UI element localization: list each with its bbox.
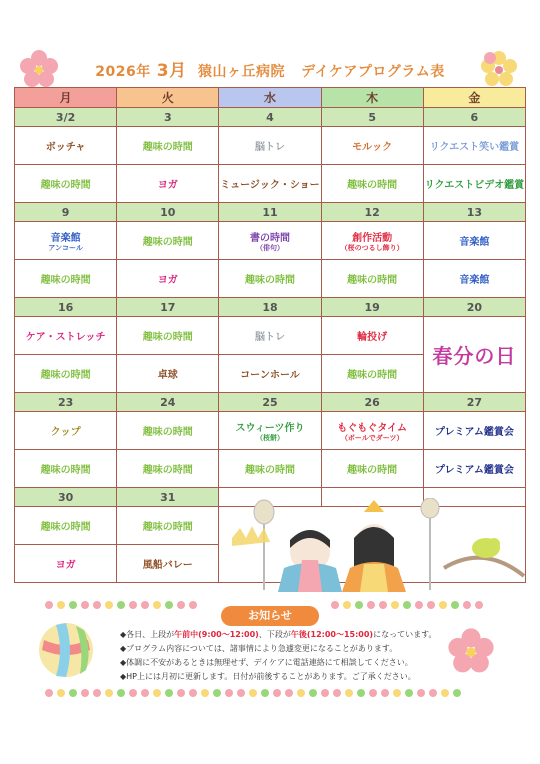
title-hospital: 猿山ヶ丘病院 — [197, 64, 285, 80]
date-row — [15, 298, 526, 317]
program-cell — [321, 450, 423, 488]
date-row — [15, 393, 526, 412]
date-cell: 3 — [117, 108, 219, 127]
program-note: （桜餅） — [255, 433, 284, 442]
program-name: スウィーツ作り — [235, 422, 305, 434]
program-note: （俳句） — [255, 243, 284, 252]
program-cell — [321, 412, 423, 450]
program-cell — [321, 317, 423, 355]
date-cell: 19 — [321, 298, 423, 317]
program-cell — [219, 355, 321, 393]
program-cell — [117, 222, 219, 260]
program-cell — [321, 165, 423, 203]
program-name: 輪投げ — [357, 332, 388, 343]
program-cell — [423, 412, 525, 450]
date-cell: 6 — [423, 108, 525, 127]
title-year: 2026年 — [95, 64, 151, 80]
date-row — [15, 108, 526, 127]
program-name: ケア・ストレッチ — [25, 332, 106, 343]
garland-decoration — [44, 600, 204, 610]
afternoon-row — [15, 165, 526, 203]
program-name: もぐもぐタイム — [337, 422, 408, 434]
program-cell — [15, 507, 117, 545]
program-name: 趣味の時間 — [347, 370, 398, 381]
program-name: 趣味の時間 — [142, 332, 193, 343]
program-name: クップ — [50, 427, 81, 438]
weekday-header: 木 — [321, 88, 423, 108]
program-name: 風船バレー — [142, 560, 193, 571]
program-name: ヨガ — [55, 560, 76, 571]
date-cell: 24 — [117, 393, 219, 412]
date-cell: 20 — [423, 298, 525, 317]
program-name: コーンホール — [240, 370, 300, 381]
program-cell — [219, 127, 321, 165]
program-name: 趣味の時間 — [142, 522, 193, 533]
program-name: 趣味の時間 — [40, 370, 91, 381]
title-program: デイケアプログラム表 — [301, 64, 445, 80]
program-cell — [219, 412, 321, 450]
program-cell — [117, 165, 219, 203]
program-cell — [117, 355, 219, 393]
weekday-header-row — [15, 88, 526, 108]
date-cell: 30 — [15, 488, 117, 507]
notice-line-3: ◆体調に不安があるときは無理せず、デイケアに電話連絡にて相談してください。 — [120, 658, 413, 667]
date-cell: 13 — [423, 203, 525, 222]
program-name: リクエスト笑い鑑賞 — [429, 142, 520, 153]
date-cell: 18 — [219, 298, 321, 317]
program-name: ヨガ — [157, 275, 178, 286]
date-cell: 25 — [219, 393, 321, 412]
program-cell — [321, 355, 423, 393]
program-name: 趣味の時間 — [142, 465, 193, 476]
program-cell — [15, 545, 117, 583]
program-cell — [117, 127, 219, 165]
morning-row — [15, 412, 526, 450]
program-cell — [15, 222, 117, 260]
program-name: 趣味の時間 — [347, 275, 398, 286]
program-cell — [321, 222, 423, 260]
garland-decoration — [44, 688, 464, 698]
program-name: ヨガ — [157, 180, 178, 191]
date-cell: 16 — [15, 298, 117, 317]
program-cell — [117, 412, 219, 450]
program-cell — [15, 355, 117, 393]
program-cell — [423, 260, 525, 298]
date-cell: 17 — [117, 298, 219, 317]
morning-row — [15, 317, 526, 355]
program-name: 創作活動 — [352, 232, 393, 244]
program-name: リクエストビデオ鑑賞 — [424, 180, 525, 191]
program-cell — [423, 165, 525, 203]
date-cell: 3/2 — [15, 108, 117, 127]
program-note: アンコール — [48, 243, 83, 252]
weekday-header: 水 — [219, 88, 321, 108]
program-name: 趣味の時間 — [244, 275, 295, 286]
program-name: 音楽館 — [50, 232, 81, 244]
title-month: 3月 — [156, 61, 187, 81]
program-cell — [321, 127, 423, 165]
program-name: 趣味の時間 — [142, 237, 193, 248]
program-name: 音楽館 — [459, 275, 490, 286]
program-cell — [15, 412, 117, 450]
program-cell — [219, 260, 321, 298]
program-cell — [117, 545, 219, 583]
program-name: 趣味の時間 — [40, 180, 91, 191]
program-cell — [219, 317, 321, 355]
weekday-header: 金 — [423, 88, 525, 108]
program-name: ミュージック・ショー — [220, 180, 320, 191]
morning-row — [15, 222, 526, 260]
date-cell: 12 — [321, 203, 423, 222]
notice-line-1: ◆各日、上段が午前中(9:00～12:00)、下段が午後(12:00～15:00)になっています。 — [120, 630, 437, 639]
program-cell — [423, 222, 525, 260]
program-cell — [117, 260, 219, 298]
notice-badge: お知らせ — [221, 606, 319, 626]
program-cell — [117, 507, 219, 545]
afternoon-row — [15, 260, 526, 298]
date-cell: 9 — [15, 203, 117, 222]
program-note: （ボールでダーツ） — [340, 433, 404, 442]
program-cell — [15, 260, 117, 298]
program-name: モルック — [352, 142, 393, 153]
program-name: 趣味の時間 — [244, 465, 295, 476]
program-name: 趣味の時間 — [40, 522, 91, 533]
weekday-header: 月 — [15, 88, 117, 108]
notice-line-4: ◆HP上には月初に更新します。日付が前後することがあります。ご了承ください。 — [120, 672, 416, 681]
temari-ball-icon — [36, 620, 96, 680]
morning-row — [15, 127, 526, 165]
weekday-header: 火 — [117, 88, 219, 108]
program-name: 書の時間 — [249, 232, 290, 244]
program-cell — [15, 165, 117, 203]
date-cell: 5 — [321, 108, 423, 127]
date-cell: 10 — [117, 203, 219, 222]
program-note: （桜のつるし飾り） — [340, 243, 404, 252]
cherry-blossom-icon — [446, 626, 496, 676]
afternoon-row — [15, 450, 526, 488]
program-name: プレミアム鑑賞会 — [434, 427, 514, 438]
hina-dolls-illustration — [224, 498, 526, 594]
date-cell: 4 — [219, 108, 321, 127]
program-cell — [219, 165, 321, 203]
holiday-cell — [423, 317, 525, 393]
program-name: 卓球 — [157, 370, 178, 381]
program-name: 趣味の時間 — [142, 427, 193, 438]
holiday-label: 春分の日 — [432, 344, 517, 368]
program-name: ボッチャ — [45, 142, 86, 153]
date-cell: 31 — [117, 488, 219, 507]
program-name: 趣味の時間 — [40, 275, 91, 286]
notice-text — [120, 628, 460, 684]
date-cell: 11 — [219, 203, 321, 222]
page-title — [0, 56, 540, 81]
garland-decoration — [330, 600, 490, 610]
notice-line-2: ◆プログラム内容については、諸事情により急遽変更になることがあります。 — [120, 644, 398, 653]
program-name: 音楽館 — [459, 237, 490, 248]
program-cell — [423, 450, 525, 488]
program-cell — [219, 450, 321, 488]
program-name: 趣味の時間 — [347, 465, 398, 476]
date-row — [15, 203, 526, 222]
program-cell — [321, 260, 423, 298]
program-cell — [15, 127, 117, 165]
program-cell — [423, 127, 525, 165]
program-name: 趣味の時間 — [40, 465, 91, 476]
program-cell — [15, 450, 117, 488]
program-name: プレミアム鑑賞会 — [434, 465, 514, 476]
date-cell: 26 — [321, 393, 423, 412]
program-cell — [219, 222, 321, 260]
program-cell — [15, 317, 117, 355]
program-name: 脳トレ — [254, 142, 285, 153]
program-name: 趣味の時間 — [347, 180, 398, 191]
program-name: 趣味の時間 — [142, 142, 193, 153]
date-cell: 23 — [15, 393, 117, 412]
program-name: 脳トレ — [254, 332, 285, 343]
program-cell — [117, 450, 219, 488]
date-cell: 27 — [423, 393, 525, 412]
program-cell — [117, 317, 219, 355]
